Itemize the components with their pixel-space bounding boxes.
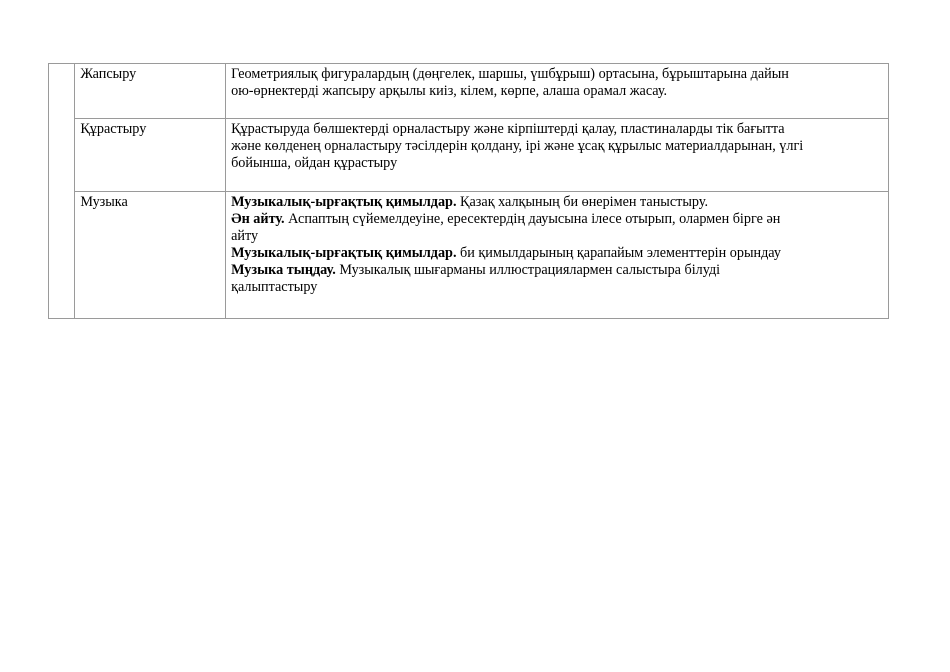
content-line: және көлденең орналастыру тәсілдерін қолдану, ірі және ұсақ құрылыс материалдарынан, үлгі — [231, 138, 804, 154]
item-text-continuation: айту — [231, 228, 259, 244]
item-text: Аспаптың сүйемелдеуіне, ересектердің дауысына ілесе отырып, олармен бірге ән — [284, 211, 781, 227]
content-cell — [226, 119, 889, 192]
table-row — [49, 119, 889, 192]
subject-name: Музыка — [80, 194, 128, 210]
item-text-continuation: қалыптастыру — [231, 279, 318, 295]
item-text: Музыкалық шығарманы иллюстрациялармен салыстыра білуді — [335, 262, 721, 278]
content-cell — [226, 192, 889, 319]
content-line: Құрастыруда бөлшектерді орналастыру және кірпіштерді қалау, пластиналарды тік бағытта — [231, 121, 785, 137]
music-item — [231, 245, 883, 262]
music-item — [231, 211, 883, 228]
subject-cell — [75, 119, 226, 192]
content-line: Геометриялық фигуралардың (дөңгелек, шаршы, үшбұрыш) ортасына, бұрыштарына дайын — [231, 66, 789, 82]
content-cell — [226, 64, 889, 119]
item-text: Қазақ халқының би өнерімен таныстыру. — [456, 194, 708, 210]
item-text: би қимылдарының қарапайым элементтерін орындау — [456, 245, 781, 261]
content-line: бойынша, ойдан құрастыру — [231, 155, 398, 171]
item-heading: Ән айту. — [231, 211, 285, 227]
table-row — [49, 192, 889, 319]
item-heading: Музыкалық-ырғақтық қимылдар. — [231, 194, 457, 210]
merged-left-cell — [49, 64, 75, 319]
subject-name: Құрастыру — [80, 121, 147, 137]
music-item — [231, 194, 883, 211]
curriculum-table — [48, 63, 889, 319]
subject-cell — [75, 64, 226, 119]
music-item — [231, 262, 883, 279]
subject-name: Жапсыру — [80, 66, 137, 82]
item-heading: Музыкалық-ырғақтық қимылдар. — [231, 245, 457, 261]
table-row — [49, 64, 889, 119]
subject-cell — [75, 192, 226, 319]
content-line: ою-өрнектерді жапсыру арқылы киіз, кілем, көрпе, алаша орамал жасау. — [231, 83, 668, 99]
item-heading: Музыка тыңдау. — [231, 262, 336, 278]
